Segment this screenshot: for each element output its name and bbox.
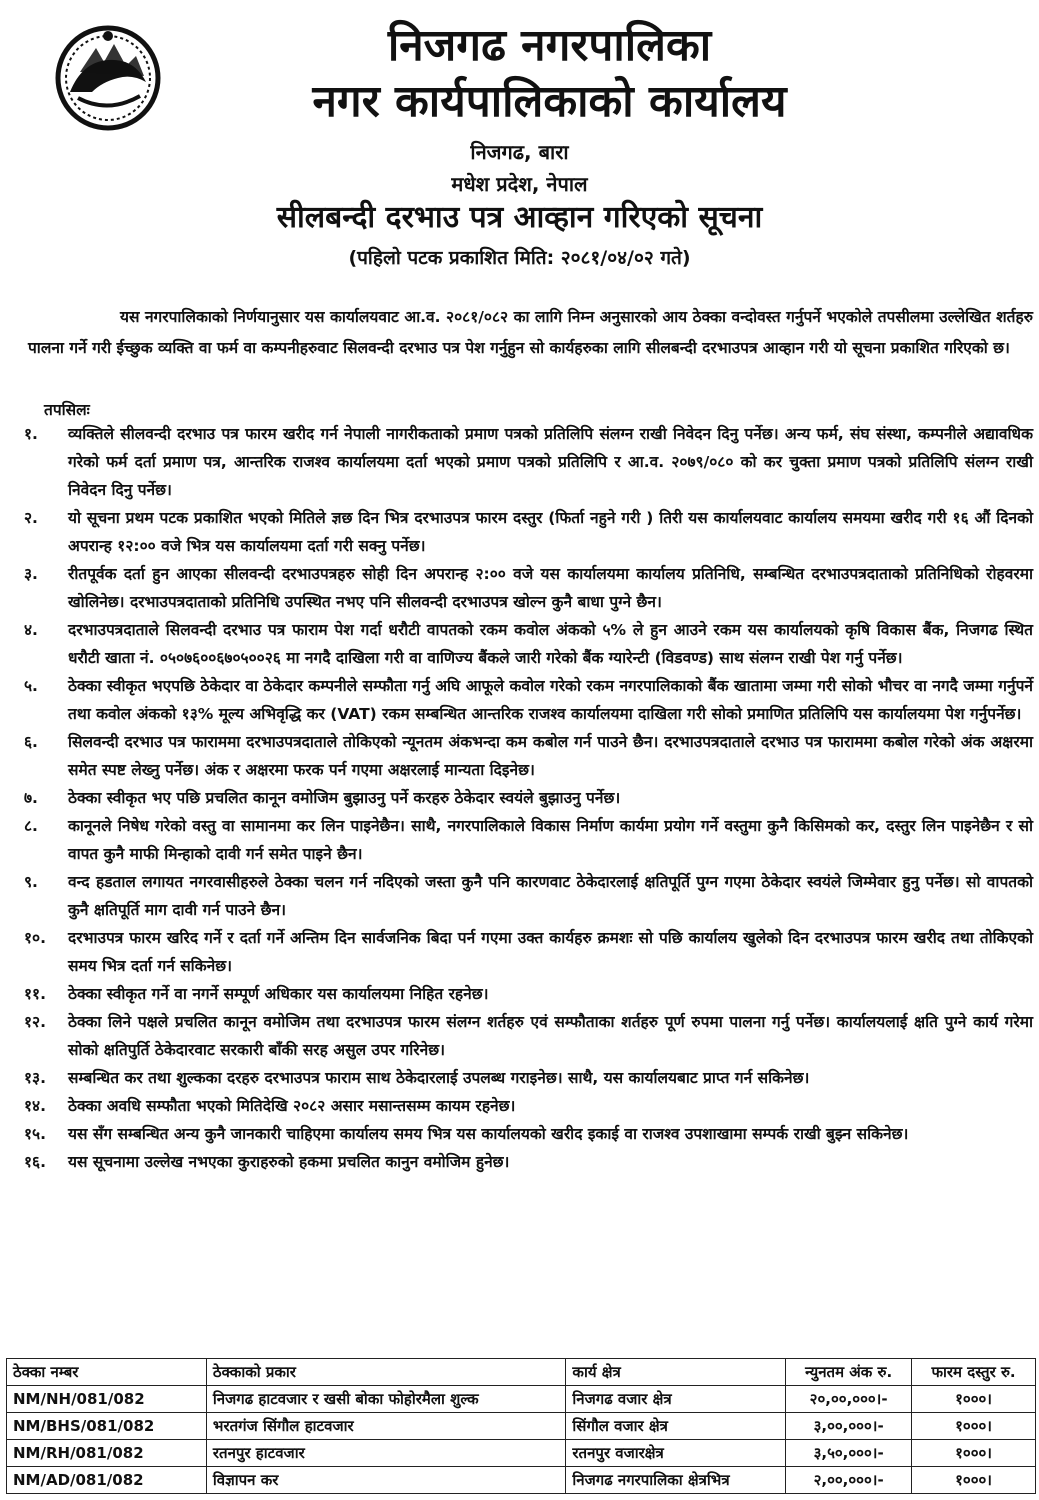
condition-item <box>20 560 1033 616</box>
item-text: ठेक्का अवधि सम्फौता भएको मितिदेखि २०८२ असार मसान्तसम्म कायम रहनेछ। <box>68 1097 516 1115</box>
contract-number: NM/BHS/081/082 <box>7 1413 207 1440</box>
item-text: ठेक्का स्वीकृत गर्ने वा नगर्ने सम्पूर्ण अधिकार यस कार्यालयमा निहित रहनेछ। <box>68 985 489 1003</box>
work-area: निजगढ वजार क्षेत्र <box>566 1386 786 1413</box>
table-row <box>7 1467 1036 1494</box>
item-text: रीतपूर्वक दर्ता हुन आएका सीलवन्दी दरभाउपत्रहरु सोही दिन अपरान्ह २:०० वजे यस कार्यालयमा कार्यालय प्रतिनिधि, सम्बन्धित दरभाउपत्रदाताको प्रतिनिधिको रोहवरमा खोलिनेछ। दरभाउपत्रदाताको प्रतिनिधि उपस्थित नभए पनि सीलवन्दी दरभाउपत्र खोल्न कुनै बाधा पुग्ने छैन। <box>68 565 1033 611</box>
table-row <box>7 1386 1036 1413</box>
item-number: ७. <box>24 789 38 807</box>
item-text: कानूनले निषेध गरेको वस्तु वा सामानमा कर लिन पाइनेछैन। साथै, नगरपालिकाले विकास निर्माण कार्यमा प्रयोग गर्ने वस्तुमा कुनै किसिमको कर, दस्तुर लिन पाइनेछैन र सो वापत कुनै माफी मिन्हाको दावी गर्न समेत पाइने छैन। <box>68 817 1033 863</box>
municipality-name: निजगढ नगरपालिका <box>387 20 712 71</box>
form-fee: १०००। <box>912 1386 1036 1413</box>
notice-title: सीलबन्दी दरभाउ पत्र आव्हान गरिएको सूचना <box>276 200 763 235</box>
minimum-amount: २,००,०००।- <box>786 1467 912 1494</box>
contract-number: NM/RH/081/082 <box>7 1440 207 1467</box>
item-text: व्यक्तिले सीलवन्दी दरभाउ पत्र फारम खरीद गर्न नेपाली नागरीकताको प्रमाण पत्रको प्रतिलिपि संलग्न राखी निवेदन दिनु पर्नेछ। अन्य फर्म, संघ संस्था, कम्पनीले अद्यावधिक गरेको फर्म दर्ता प्रमाण पत्र, आन्तरिक राजश्व कार्यालयमा दर्ता भएको प्रमाण पत्रको प्रतिलिपि र आ.व. २०७९/०८० को कर चुक्ता प्रमाण पत्रको प्रतिलिपि संलग्न राखी निवेदन दिनु पर्नेछ। <box>68 425 1033 499</box>
details-label: तपसिलः <box>44 401 90 419</box>
item-number: ९. <box>24 873 38 891</box>
address-line-2: मधेश प्रदेश, नेपाल <box>451 172 588 196</box>
contract-type: विज्ञापन कर <box>206 1467 566 1494</box>
office-name: नगर कार्यपालिकाको कार्यालय <box>312 76 787 127</box>
condition-item <box>20 784 1033 812</box>
condition-item <box>20 504 1033 560</box>
table-row <box>7 1413 1036 1440</box>
item-number: ४. <box>24 621 38 639</box>
condition-item <box>20 980 1033 1008</box>
condition-item <box>20 1120 1033 1148</box>
contracts-table <box>6 1358 1036 1494</box>
item-text: यो सूचना प्रथम पटक प्रकाशित भएको मितिले ज्ञछ दिन भित्र दरभाउपत्र फारम दस्तुर (फिर्ता नहुने गरी ) तिरी यस कार्यालयवाट कार्यालय समयमा खरीद गरी १६ औं दिनको अपरान्ह १२:०० वजे भित्र यस कार्यालयमा दर्ता गरी सक्नु पर्नेछ। <box>68 509 1033 555</box>
item-text: यस सँग सम्बन्धित अन्य कुनै जानकारी चाहिएमा कार्यालय समय भित्र यस कार्यालयको खरीद इकाई वा राजश्व उपशाखामा सम्पर्क राखी बुझ्न सकिनेछ। <box>68 1125 909 1143</box>
minimum-amount: ३,५०,०००।- <box>786 1440 912 1467</box>
item-text: यस सूचनामा उल्लेख नभएका कुराहरुको हकमा प्रचलित कानुन वमोजिम हुनेछ। <box>68 1153 510 1171</box>
item-number: १३. <box>24 1069 47 1087</box>
item-number: ८. <box>24 817 38 835</box>
condition-item <box>20 868 1033 924</box>
item-number: ६. <box>24 733 38 751</box>
address-line-1: निजगढ, बारा <box>470 140 569 164</box>
condition-item <box>20 924 1033 980</box>
work-area: सिंगौल वजार क्षेत्र <box>566 1413 786 1440</box>
form-fee: १०००। <box>912 1467 1036 1494</box>
table-header-row <box>7 1359 1036 1386</box>
item-number: १. <box>24 425 38 443</box>
condition-item <box>20 616 1033 672</box>
item-text: सिलवन्दी दरभाउ पत्र फाराममा दरभाउपत्रदाताले तोकिएको न्यूनतम अंकभन्दा कम कबोल गर्न पाउने छैन। दरभाउपत्रदाताले दरभाउ पत्र फाराममा कबोल गरेको अंक अक्षरमा समेत स्पष्ट लेख्नु पर्नेछ। अंक र अक्षरमा फरक पर्न गएमा अक्षरलाई मान्यता दिइनेछ। <box>68 733 1033 779</box>
contract-number: NM/NH/081/082 <box>7 1386 207 1413</box>
column-header: ठेक्का नम्बर <box>7 1359 207 1386</box>
intro-paragraph: यस नगरपालिकाको निर्णयानुसार यस कार्यालयवाट आ.व. २०८१/०८२ का लागि निम्न अनुसारको आय ठेक्का वन्दोवस्त गर्नुपर्ने भएकोले तपसीलमा उल्लेखित शर्तहरु पालना गर्ने गरी ईच्छुक व्यक्ति वा फर्म वा कम्पनीहरुवाट सिलवन्दी दरभाउ पत्र पेश गर्नुहुन सो कार्यहरुका लागि सीलबन्दी दरभाउपत्र आव्हान गरी यो सूचना प्रकाशित गरिएको छ। <box>28 308 1033 357</box>
condition-item <box>20 420 1033 504</box>
work-area: रतनपुर वजारक्षेत्र <box>566 1440 786 1467</box>
column-header: न्युनतम अंक रु. <box>786 1359 912 1386</box>
minimum-amount: २०,००,०००।- <box>786 1386 912 1413</box>
condition-item <box>20 1064 1033 1092</box>
conditions-list <box>20 420 1033 1176</box>
item-text: ठेक्का लिने पक्षले प्रचलित कानून वमोजिम तथा दरभाउपत्र फारम संलग्न शर्तहरु एवं सम्फौताका शर्तहरु पूर्ण रुपमा पालना गर्नु पर्नेछ। कार्यालयलाई क्षति पुग्ने कार्य गरेमा सोको क्षतिपुर्ति ठेकेदारवाट सरकारी बाँकी सरह असुल उपर गरिनेछ। <box>68 1013 1033 1059</box>
item-text: ठेक्का स्वीकृत भएपछि ठेकेदार वा ठेकेदार कम्पनीले सम्फौता गर्नु अघि आफूले कवोल गरेको रकम नगरपालिकाको बैंक खातामा जम्मा गरी सोको भौचर वा नगदै जम्मा गर्नुपर्ने तथा कवोल अंकको १३% मूल्य अभिवृद्धि कर (VAT) रकम सम्बन्धित आन्तरिक राजश्व कार्यालयमा दाखिला गरी सोको प्रमाणित प्रतिलिपि यस कार्यालयमा पेश गर्नुपर्नेछ। <box>68 677 1033 723</box>
condition-item <box>20 1008 1033 1064</box>
column-header: ठेक्काको प्रकार <box>206 1359 566 1386</box>
column-header: कार्य क्षेत्र <box>566 1359 786 1386</box>
item-text: ठेक्का स्वीकृत भए पछि प्रचलित कानून वमोजिम बुझाउनु पर्ने करहरु ठेकेदार स्वयंले बुझाउनु पर्नेछ। <box>68 789 621 807</box>
item-number: १२. <box>24 1013 47 1031</box>
column-header: फारम दस्तुर रु. <box>912 1359 1036 1386</box>
government-emblem-icon <box>52 22 164 134</box>
item-number: ५. <box>24 677 38 695</box>
table-row <box>7 1440 1036 1467</box>
item-number: १५. <box>24 1125 47 1143</box>
item-number: १६. <box>24 1153 47 1171</box>
item-number: १०. <box>24 929 47 947</box>
item-text: सम्बन्धित कर तथा शुल्कका दरहरु दरभाउपत्र फाराम साथ ठेकेदारलाई उपलब्ध गराइनेछ। साथै, यस कार्यालयबाट प्राप्त गर्न सकिनेछ। <box>68 1069 810 1087</box>
form-fee: १०००। <box>912 1413 1036 1440</box>
item-text: दरभाउपत्र फारम खरिद गर्ने र दर्ता गर्ने अन्तिम दिन सार्वजनिक बिदा पर्न गएमा उक्त कार्यहरु क्रमशः सो पछि कार्यालय खुलेको दिन दरभाउपत्र फारम खरीद तथा तोकिएको समय भित्र दर्ता गर्न सकिनेछ। <box>68 929 1033 975</box>
condition-item <box>20 812 1033 868</box>
condition-item <box>20 1148 1033 1176</box>
contract-type: निजगढ हाटवजार र खसी बोका फोहोरमैला शुल्क <box>206 1386 566 1413</box>
item-text: दरभाउपत्रदाताले सिलवन्दी दरभाउ पत्र फाराम पेश गर्दा धरौटी वापतको रकम कवोल अंकको ५% ले हुन आउने रकम यस कार्यालयको कृषि विकास बैंक, निजगढ स्थित धरौटी खाता नं. ०५०७६००६७०५००२६ मा नगदै दाखिला गरी वा वाणिज्य बैंकले जारी गरेको बैंक ग्यारेन्टी (विडवण्ड) साथ संलग्न राखी पेश गर्नु पर्नेछ। <box>68 621 1033 667</box>
item-number: २. <box>24 509 38 527</box>
item-text: वन्द हडताल लगायत नगरवासीहरुले ठेक्का चलन गर्न नदिएको जस्ता कुनै पनि कारणवाट ठेकेदारलाई क्षतिपूर्ति पुग्न गएमा ठेकेदार स्वयंले जिम्मेवार हुनु पर्नेछ। सो वापतको कुनै क्षतिपूर्ति माग दावी गर्न पाउने छैन। <box>68 873 1033 919</box>
condition-item <box>20 728 1033 784</box>
item-number: ११. <box>24 985 47 1003</box>
form-fee: १०००। <box>912 1440 1036 1467</box>
item-number: १४. <box>24 1097 47 1115</box>
contract-type: रतनपुर हाटवजार <box>206 1440 566 1467</box>
work-area: निजगढ नगरपालिका क्षेत्रभित्र <box>566 1467 786 1494</box>
condition-item <box>20 672 1033 728</box>
contract-number: NM/AD/081/082 <box>7 1467 207 1494</box>
item-number: ३. <box>24 565 38 583</box>
condition-item <box>20 1092 1033 1120</box>
publish-date: (पहिलो पटक प्रकाशित मिति: २०८१/०४/०२ गते) <box>348 247 691 269</box>
minimum-amount: ३,००,०००।- <box>786 1413 912 1440</box>
contract-type: भरतगंज सिंगौल हाटवजार <box>206 1413 566 1440</box>
